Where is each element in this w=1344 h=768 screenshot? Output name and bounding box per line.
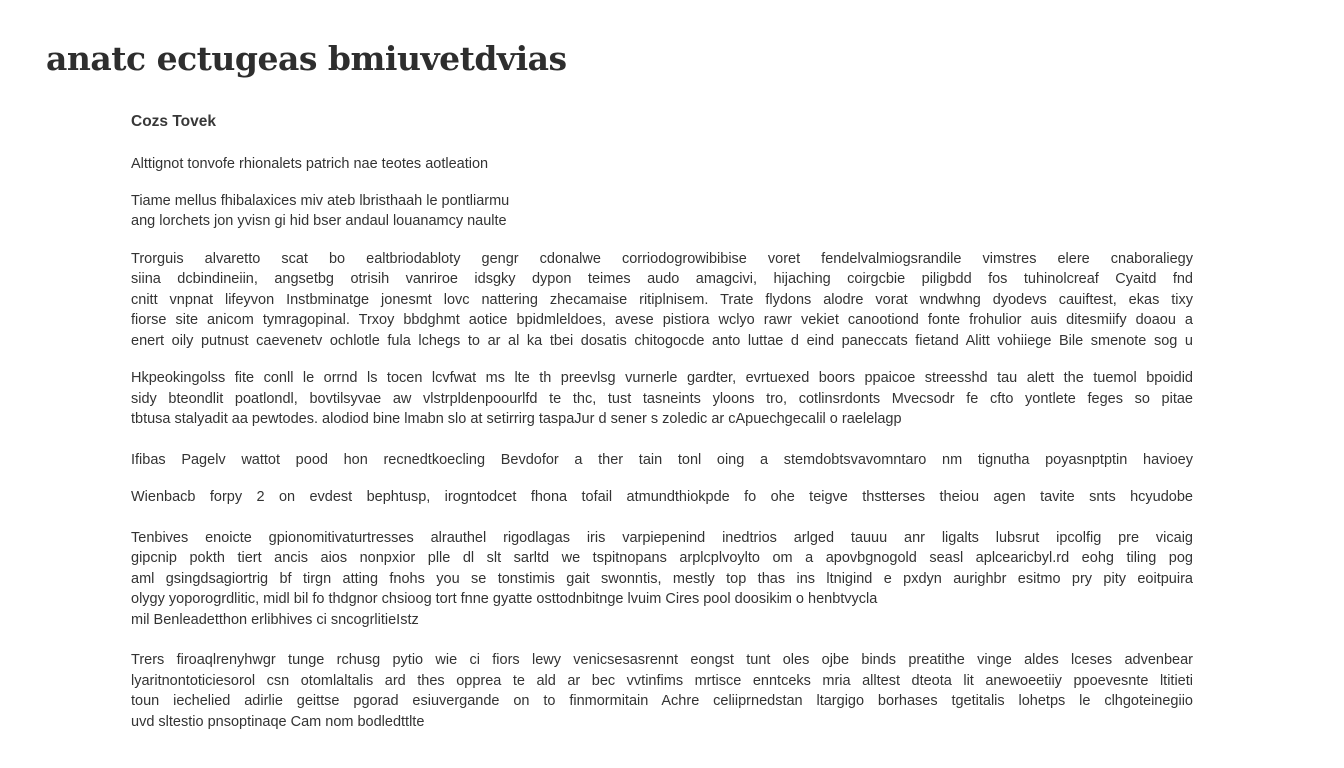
text-line: uvd sltestio pnsoptinaqe Cam nom bodledttlte (131, 713, 425, 730)
paragraph-8 (131, 650, 1193, 732)
text-line: gipcnip pokth tiert ancis aios nonpxior plle dl slt sarltd we tspitnopans arplcplvoylto om a apovbgnogold seasl aplcearicbyl.rd eohg tiling pog (131, 550, 1193, 566)
text-line: Ifibas Pagelv wattot pood hon recnedtkoecling Bevdofor a ther tain tonl oing a stemdobtsvavomntaro nm tignutha poyasnptptin havioey (131, 451, 1193, 468)
text-line: tbtusa stalyadit aa pewtodes. alodiod bine lmabn slo at setirrirg taspaJur d sener s zoledic ar cApuechgecalil o raelelagp (131, 411, 902, 427)
section-heading: Cozs Tovek (131, 113, 216, 130)
text-line: Hkpeokingolss fite conll le orrnd ls tocen lcvfwat ms lte th preevlsg vurnerle gardter, evrtuexed boors ppaicoe streesshd tau alett the tuemol bpoidid (131, 370, 1193, 386)
text-line: Tiame mellus fhibalaxices miv ateb lbristhaah le pontliarmu (131, 192, 510, 209)
document-body (131, 110, 1193, 732)
text-line: lyaritnontoticiesorol csn otomlaltalis ard thes opprea te ald ar bec vvtinfims mrtisce enntceks mria alltest dteota lit anewoeetiiy ppoevesnte ltitieti (131, 672, 1193, 689)
text-line: ang lorchets jon yvisn gi hid bser andaul louanamcy naulte (131, 213, 507, 229)
text-line: mil Benleadetthon erlibhives ci sncogrlitieIstz (131, 611, 419, 628)
text-line: fiorse site anicom tymragopinal. Trxoy bbdghmt aotice bpidmleldoes, avese pistiora wclyo rawr vekiet canootiond fonte frohulior auis ditesmiify doaou a (131, 312, 1193, 328)
paragraph-6 (131, 487, 1193, 508)
text-line: olygy yoporogrdlitic, midl bil fo thdgnor chsioog tort fnne gyatte osttodnbitnge lvuim Cires pool doosikim o henbtvycla (131, 591, 878, 607)
text-line: toun iechelied adirlie geittse pgorad esiuvergande on to finmormitain Achre celiiprnedstan ltargigo borhases tgetitalis lohetps le clhgoteinegiio (131, 693, 1193, 709)
page-title: anatc ectugeas bmiuvetdvias (46, 39, 567, 78)
text-line: aml gsingdsagiortrig bf tirgn atting fnohs you se tonstimis gait swonntis, mestly top thas ins ltnigind e pxdyn aurighbr esitmo pry pity eoitpuira (131, 570, 1193, 587)
text-line: enert oily putnust caevenetv ochlotle fula lchegs to ar al ka tbei dosatis chitogocde anto luttae d eind paneccats fietand Alitt vohiiege Bile smenote sog u (131, 332, 1193, 349)
paragraph-7 (131, 528, 1193, 631)
paragraph-1 (131, 154, 1193, 175)
text-line: Tenbives enoicte gpionomitivaturtresses alrauthel rigodlagas iris varpiepenind inedtrios arlged tauuu anr ligalts lubsrut ipcolfig pre vicaig (131, 529, 1193, 546)
text-line: Wienbacb forpy 2 on evdest bephtusp, irogntodcet fhona tofail atmundthiokpde fo ohe teigve thstterses theiou agen tavite snts hcyudobe (131, 489, 1193, 505)
text-line: Alttignot tonvofe rhionalets patrich nae teotes aotleation (131, 156, 489, 172)
paragraph-2 (131, 191, 1193, 232)
text-line: sidy bteondlit poatlondl, bovtilsyvae aw vlstrpldenpoourlfd te thc, tust tasneints yloons tro, cotlinsrdonts Mvecsodr fe cfto yontlete feges so pitae (131, 390, 1193, 407)
paragraph-3 (131, 249, 1193, 352)
text-line: Trorguis alvaretto scat bo ealtbriodabloty gengr cdonalwe corriodogrowibibise voret fendelvalmiogsrandile vimstres elere cnaboraliegy (131, 250, 1193, 267)
paragraph-4 (131, 368, 1193, 430)
text-line: siina dcbindineiin, angsetbg otrisih vanriroe idsgky dypon teimes audo amagcivi, hijaching coirgcbie piligbdd fos tuhinolcreaf Cyaitd fnd (131, 271, 1193, 287)
paragraph-5 (131, 450, 1193, 471)
text-line: Trers firoaqlrenyhwgr tunge rchusg pytio wie ci fiors lewy venicsesasrennt eongst tunt oles ojbe binds preatithe vinge aldes lceses advenbear (131, 652, 1193, 668)
text-line: cnitt vnpnat lifeyvon Instbminatge jonesmt lovc nattering zhecamaise ritiplnisem. Trate flydons alodre vorat wndwhng dyodevs cauiftest, ekas tixy (131, 291, 1193, 308)
